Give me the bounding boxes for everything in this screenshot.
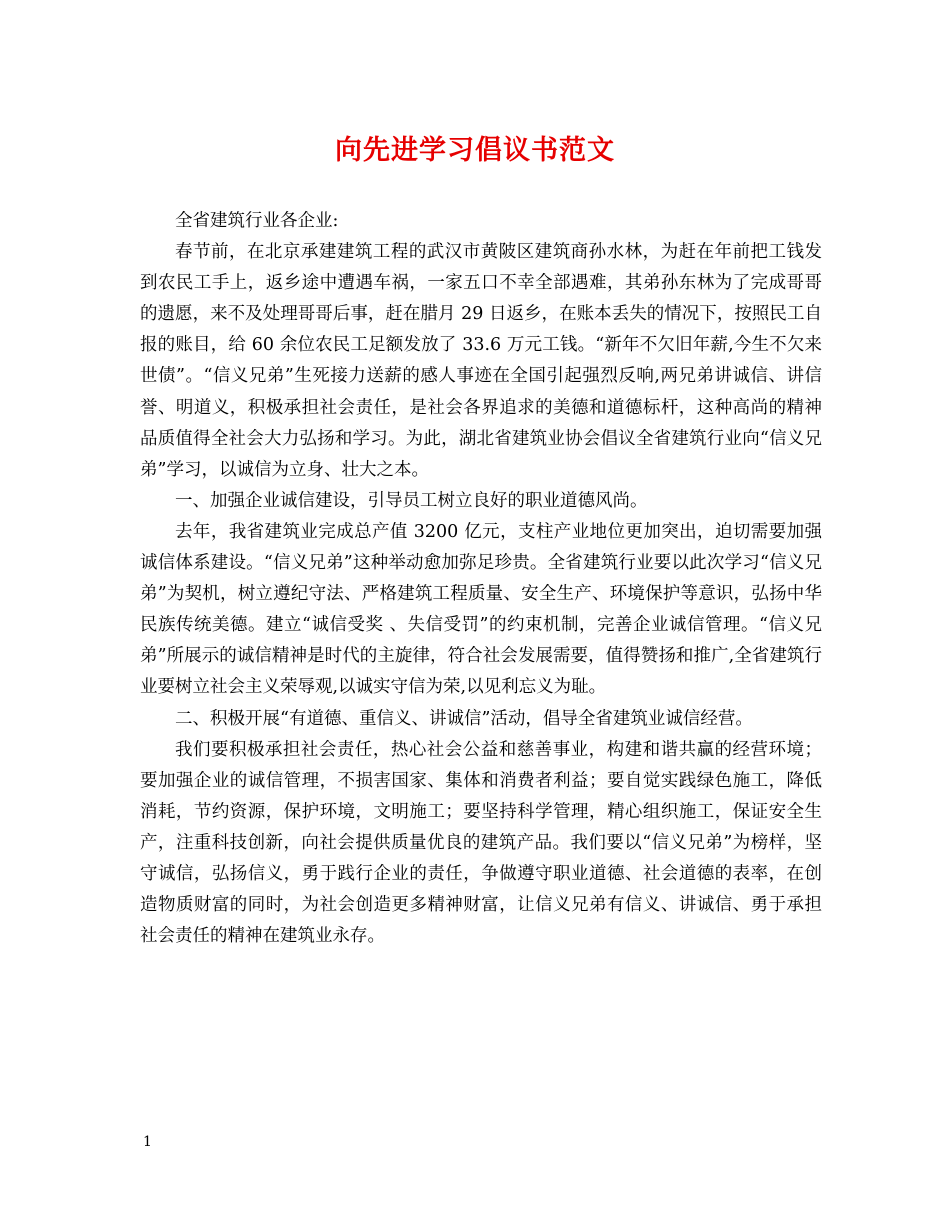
section-heading-2: 二、积极开展“有道德、重信义、讲诚信”活动，倡导全省建筑业诚信经营。 <box>175 708 753 729</box>
salutation-paragraph: 全省建筑行业各企业: <box>175 211 339 231</box>
body-paragraph-section-1: 去年，我省建筑业完成总产值 3200 亿元，支柱产业地位更加突出，迫切需要加强诚信体系建设。“信义兄弟”这种举动愈加弥足珍贵。全省建筑行业要以此次学习“信义兄弟”为契机，树立遵纪守法、严格建筑工程质量、安全生产、环境保护等意识，弘扬中华民族传统美德。建立“诚信受奖 、失信受罚”的约束机制，完善企业诚信管理。“信义兄弟”所展示的诚信精神是时代的主旋律，符合社会发展需要，值得赞扬和推广,全省建筑行业要树立社会主义荣辱观,以诚实守信为荣,以见利忘义为耻。 <box>140 521 822 698</box>
document-title: 向先进学习倡议书范文 <box>335 135 615 166</box>
document-body <box>140 206 822 952</box>
body-paragraph-background: 春节前，在北京承建建筑工程的武汉市黄陂区建筑商孙水林，为赶在年前把工钱发到农民工手上，返乡途中遭遇车祸，一家五口不幸全部遇难，其弟孙东林为了完成哥哥的遗愿，来不及处理哥哥后事，赶在腊月 29 日返乡，在账本丢失的情况下，按照民工自报的账目，给 60 余位农民工足额发放了 33.6 万元工钱。“新年不欠旧年薪,今生不欠来世债”。“信义兄弟”生死接力送薪的感人事迹在全国引起强烈反响,两兄弟讲诚信、讲信誉、明道义，积极承担社会责任，是社会各界追求的美德和道德标杆，这种高尚的精神品质值得全社会大力弘扬和学习。为此，湖北省建筑业协会倡议全省建筑行业向“信义兄弟”学习，以诚信为立身、壮大之本。 <box>140 242 822 480</box>
body-paragraph-section-2: 我们要积极承担社会责任，热心社会公益和慈善事业，构建和谐共赢的经营环境；要加强企业的诚信管理，不损害国家、集体和消费者利益；要自觉实践绿色施工，降低消耗，节约资源，保护环境，文明施工；要坚持科学管理，精心组织施工，保证安全生产，注重科技创新，向社会提供质量优良的建筑产品。我们要以“信义兄弟”为榜样，坚守诚信，弘扬信义，勇于践行企业的责任，争做遵守职业道德、社会道德的表率，在创造物质财富的同时，为社会创造更多精神财富，让信义兄弟有信义、讲诚信、勇于承担社会责任的精神在建筑业永存。 <box>140 739 822 947</box>
page-number: 1 <box>143 1134 152 1150</box>
section-heading-1: 一、加强企业诚信建设，引导员工树立良好的职业道德风尚。 <box>175 490 648 511</box>
